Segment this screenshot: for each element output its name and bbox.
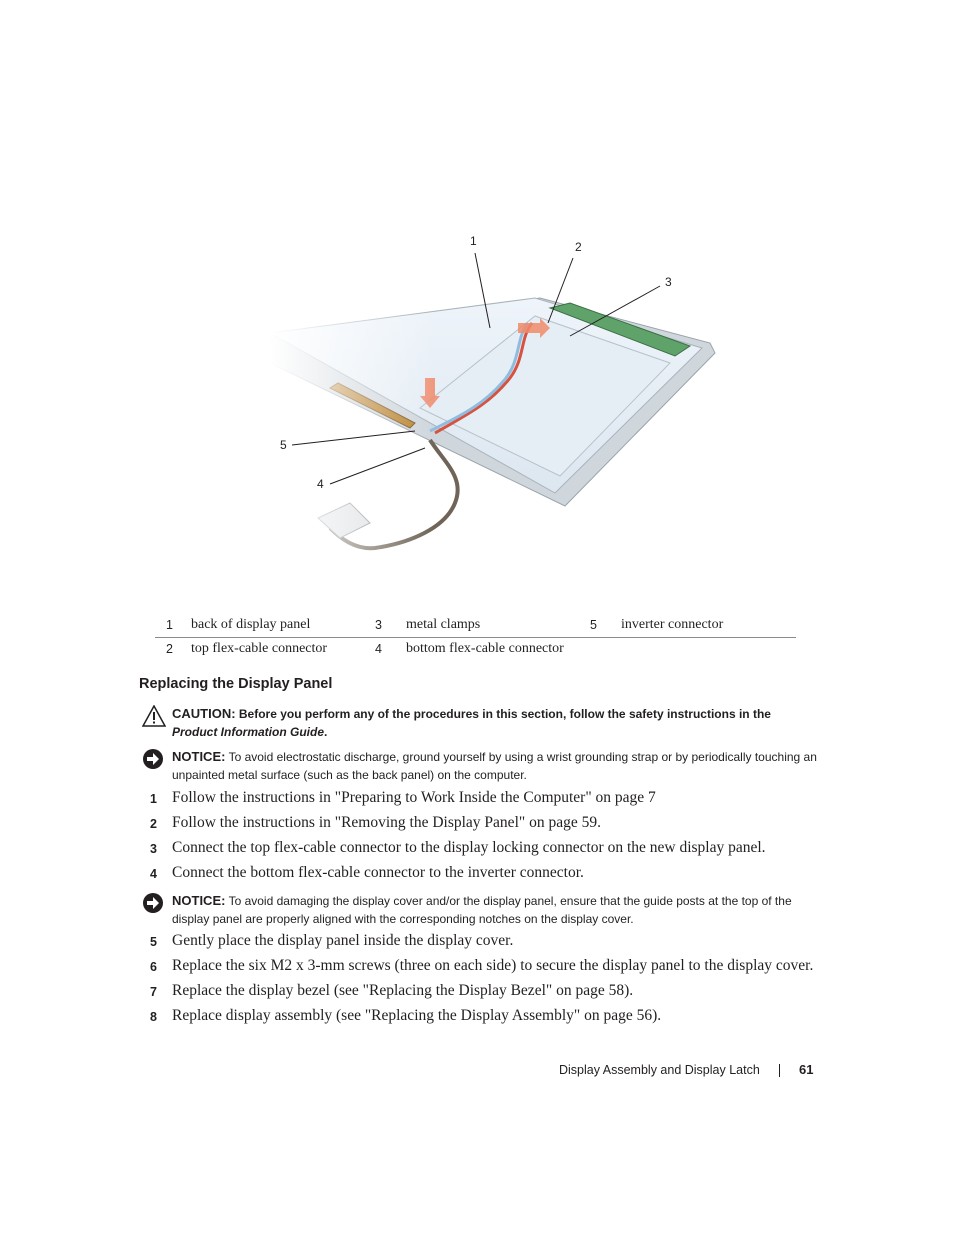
step-item <box>150 814 830 836</box>
notice-text: To avoid electrostatic discharge, ground yourself by using a wrist grounding strap or by periodically touching an unpainted metal surface (such as the back panel) on the computer. <box>172 750 817 782</box>
legend-number: 3 <box>375 618 382 632</box>
notice-note <box>139 892 819 928</box>
step-item <box>150 1007 830 1029</box>
legend-text: back of display panel <box>191 617 311 632</box>
notice-text: To avoid damaging the display cover and/or the display panel, ensure that the guide posts at the top of the display panel are properly aligned with the corresponding notches on the display cover. <box>172 894 792 926</box>
step-number: 5 <box>150 935 157 949</box>
notice-icon <box>142 892 164 914</box>
step-number: 7 <box>150 985 157 999</box>
legend-number: 1 <box>166 618 173 632</box>
notice-note <box>139 748 819 784</box>
callout-2: 2 <box>575 240 582 254</box>
step-number: 1 <box>150 792 157 806</box>
figure-legend-table <box>155 614 796 661</box>
footer-separator <box>779 1064 780 1077</box>
caution-text: Before you perform any of the procedures in this section, follow the safety instructions in the <box>238 707 771 721</box>
section-heading: Replacing the Display Panel <box>139 676 333 692</box>
step-text: Replace the display bezel (see "Replacing the Display Bezel" on page 58). <box>172 982 634 999</box>
legend-number: 2 <box>166 642 173 656</box>
notice-icon <box>142 748 164 770</box>
caution-label: CAUTION: <box>172 706 236 721</box>
legend-text: metal clamps <box>406 617 481 632</box>
notice-label: NOTICE: <box>172 893 226 908</box>
step-text: Replace the six M2 x 3-mm screws (three on each side) to secure the display panel to the display cover. <box>172 957 814 974</box>
step-number: 4 <box>150 867 157 881</box>
step-text: Replace display assembly (see "Replacing the Display Assembly" on page 56). <box>172 1007 662 1024</box>
callout-5: 5 <box>280 438 287 452</box>
step-item <box>150 839 830 861</box>
step-item <box>150 982 830 1004</box>
caution-triangle-icon <box>142 705 164 727</box>
step-item <box>150 957 830 979</box>
step-number: 3 <box>150 842 157 856</box>
step-text: Follow the instructions in "Removing the Display Panel" on page 59. <box>172 814 601 831</box>
step-item <box>150 864 830 886</box>
step-number: 2 <box>150 817 157 831</box>
step-text: Follow the instructions in "Preparing to Work Inside the Computer" on page 7 <box>172 789 656 806</box>
callout-1: 1 <box>470 234 477 248</box>
caution-doc-title: Product Information Guide <box>172 725 324 739</box>
legend-row <box>155 638 796 661</box>
legend-row <box>155 614 796 638</box>
page-number: 61 <box>799 1062 814 1077</box>
step-number: 6 <box>150 960 157 974</box>
caution-note <box>139 705 819 741</box>
legend-text: bottom flex-cable connector <box>406 641 564 656</box>
step-number: 8 <box>150 1010 157 1024</box>
footer-chapter-title: Display Assembly and Display Latch <box>559 1063 760 1077</box>
step-item <box>150 789 830 811</box>
step-text: Connect the bottom flex-cable connector to the inverter connector. <box>172 864 584 881</box>
step-item <box>150 932 830 954</box>
legend-text: top flex-cable connector <box>191 641 328 656</box>
step-text: Connect the top flex-cable connector to the display locking connector on the new display panel. <box>172 839 766 856</box>
callout-4: 4 <box>317 477 324 491</box>
legend-number: 5 <box>590 618 597 632</box>
callout-3: 3 <box>665 275 672 289</box>
display-panel-illustration <box>270 228 740 598</box>
notice-label: NOTICE: <box>172 749 226 764</box>
caution-period: . <box>324 725 328 739</box>
legend-text: inverter connector <box>621 617 724 632</box>
legend-number: 4 <box>375 642 382 656</box>
step-text: Gently place the display panel inside the display cover. <box>172 932 514 949</box>
